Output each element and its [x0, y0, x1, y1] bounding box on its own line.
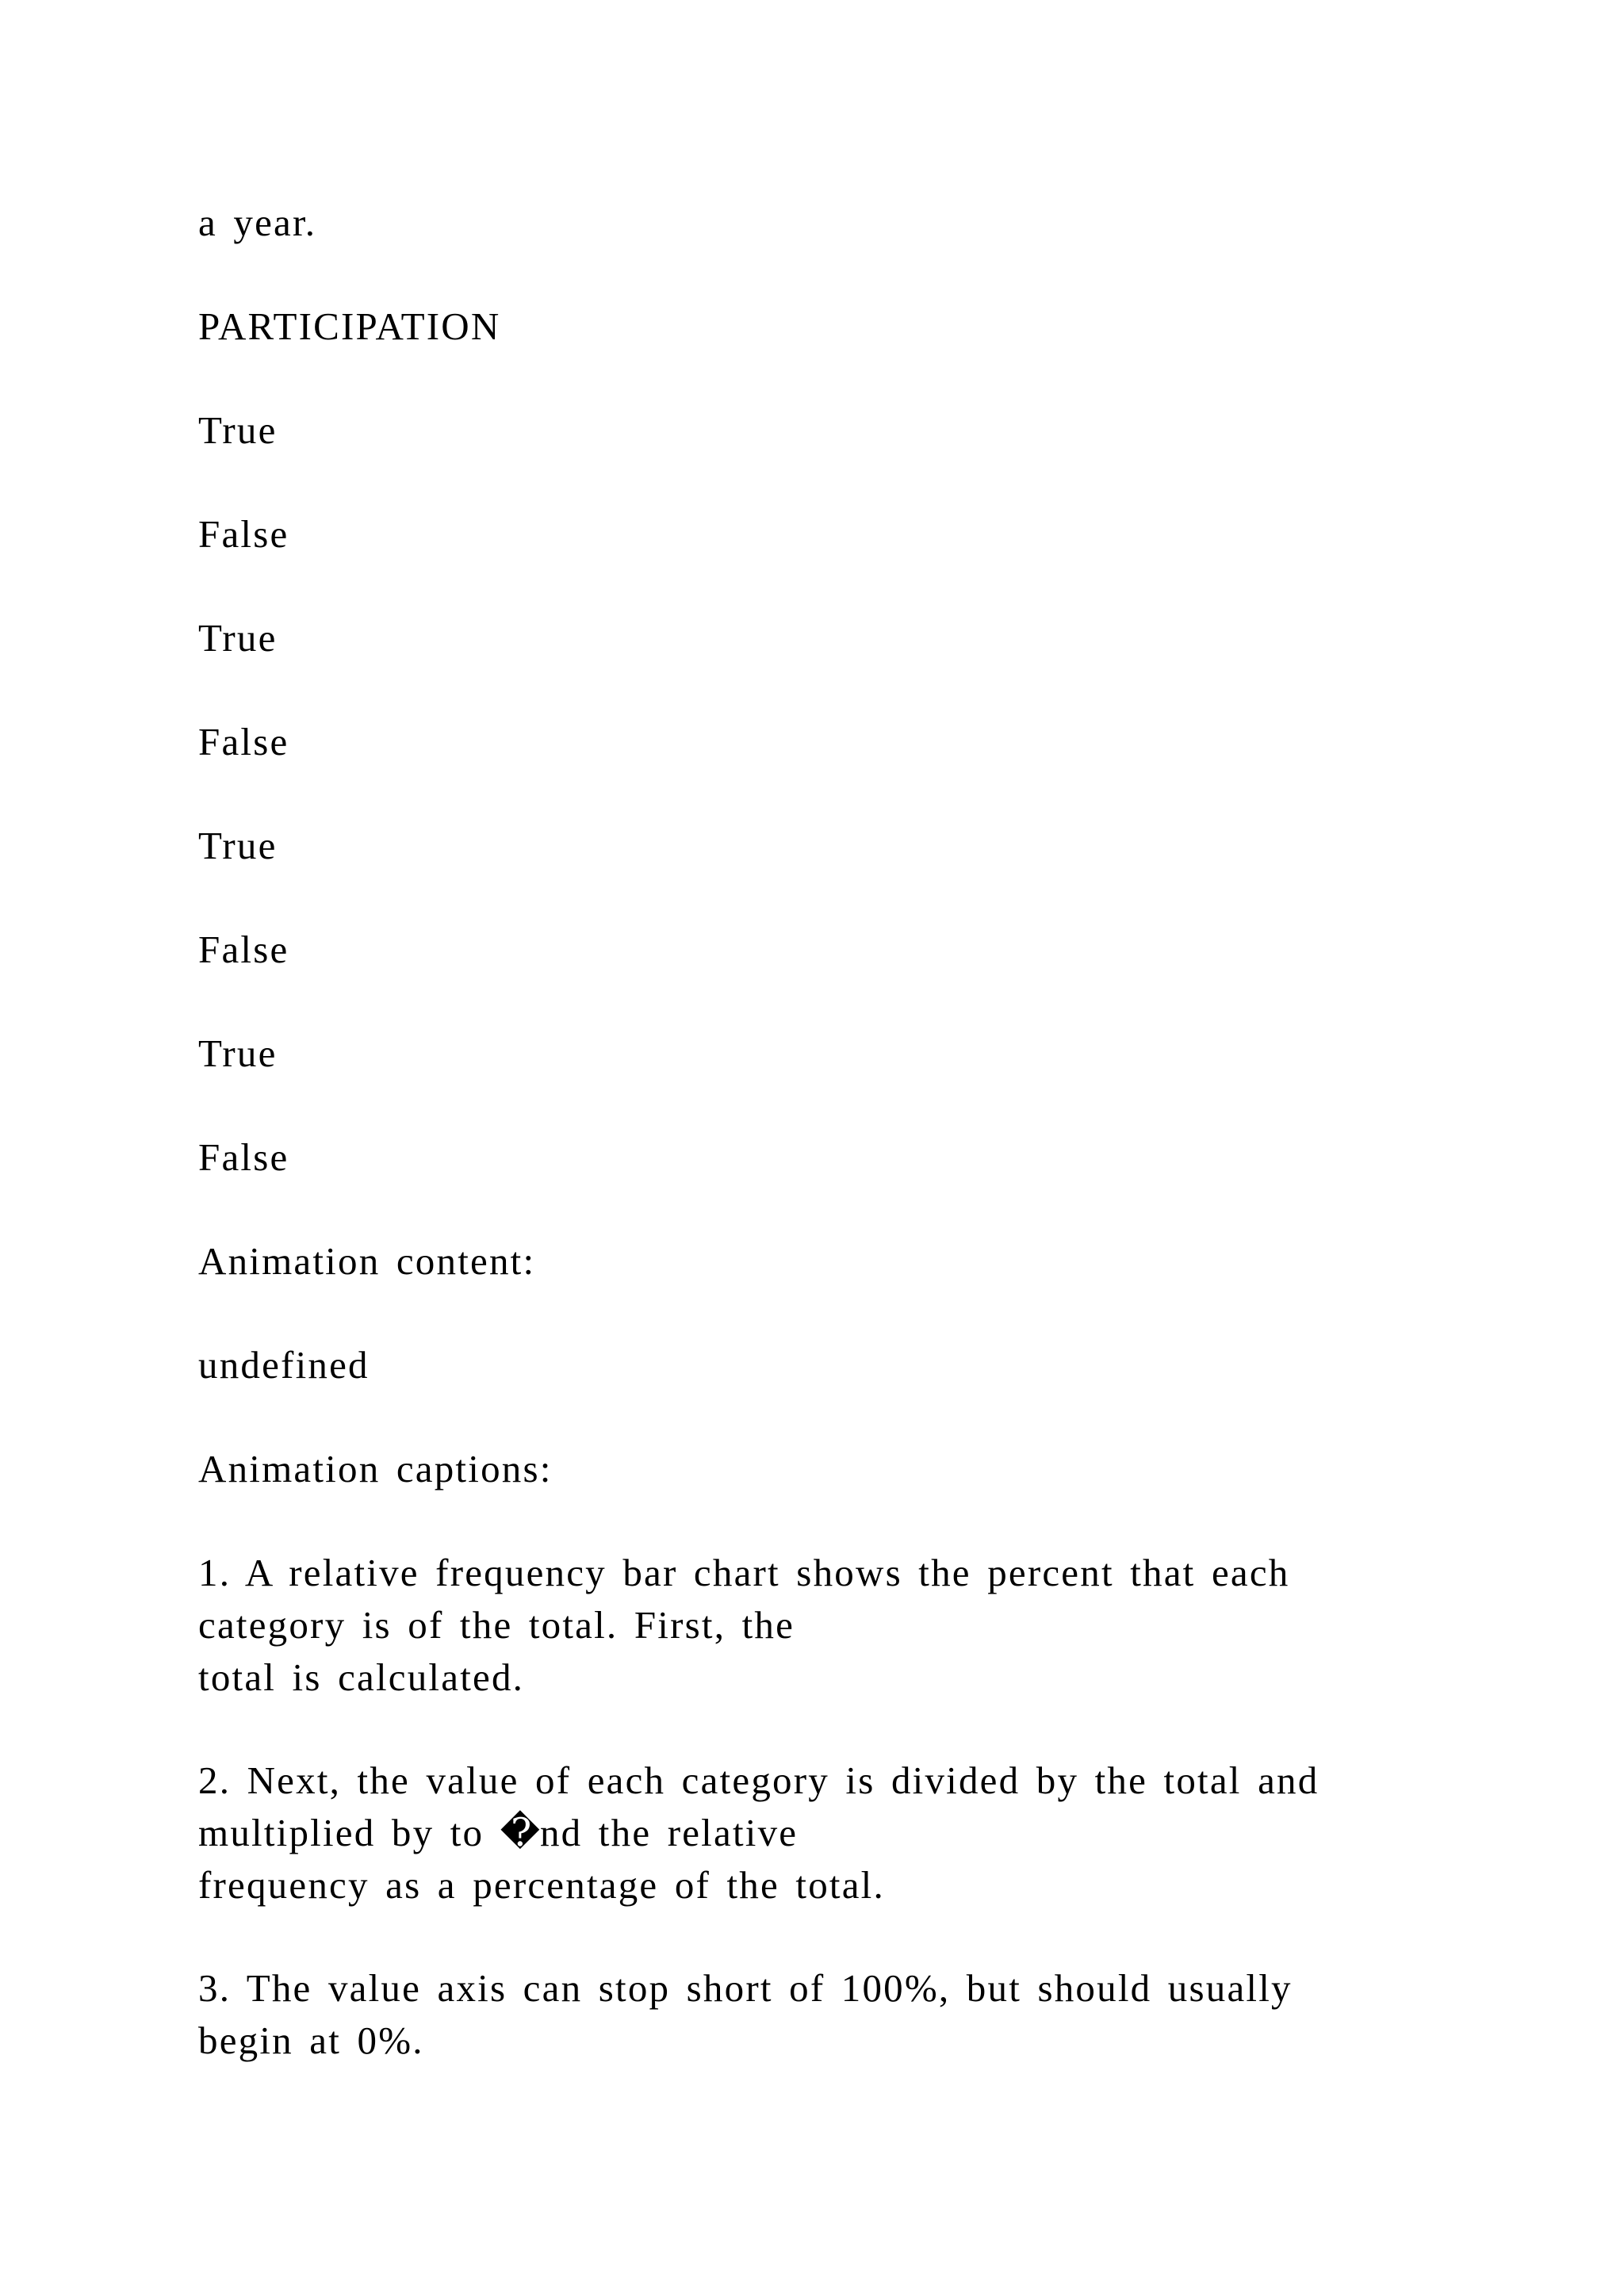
- caption-line: 3. The value axis can stop short of 100%, but should usually: [198, 1966, 1293, 2010]
- caption-line: frequency as a percentage of the total.: [198, 1863, 885, 1907]
- caption-fragment: multiplied by to: [198, 1811, 500, 1854]
- answer-option: False: [198, 512, 289, 556]
- answer-option: True: [198, 616, 278, 660]
- answer-option: True: [198, 408, 278, 452]
- caption-line: total is calculated.: [198, 1655, 525, 1699]
- animation-content-value: undefined: [198, 1343, 370, 1387]
- answer-option: False: [198, 1135, 289, 1179]
- caption-2: [198, 1755, 1319, 1911]
- caption-line: begin at 0%.: [198, 2019, 424, 2062]
- caption-line: [198, 1807, 1319, 1859]
- answer-option: False: [198, 928, 289, 971]
- caption-1: [198, 1547, 1290, 1704]
- document-page: [198, 0, 1467, 2296]
- answer-option: False: [198, 720, 289, 763]
- animation-content-label: Animation content:: [198, 1239, 536, 1283]
- animation-captions-label: Animation captions:: [198, 1447, 553, 1490]
- caption-line: category is of the total. First, the: [198, 1603, 795, 1647]
- caption-3: [198, 1962, 1293, 2067]
- section-heading: PARTICIPATION: [198, 304, 501, 348]
- caption-line: 2. Next, the value of each category is divided by the total and: [198, 1758, 1320, 1802]
- text-line: a year.: [198, 201, 317, 244]
- caption-line: 1. A relative frequency bar chart shows the percent that each: [198, 1551, 1290, 1594]
- caption-fragment: nd the relative: [539, 1811, 799, 1854]
- answer-option: True: [198, 824, 278, 867]
- answer-option: True: [198, 1031, 278, 1075]
- replacement-glyph: �: [500, 1811, 540, 1854]
